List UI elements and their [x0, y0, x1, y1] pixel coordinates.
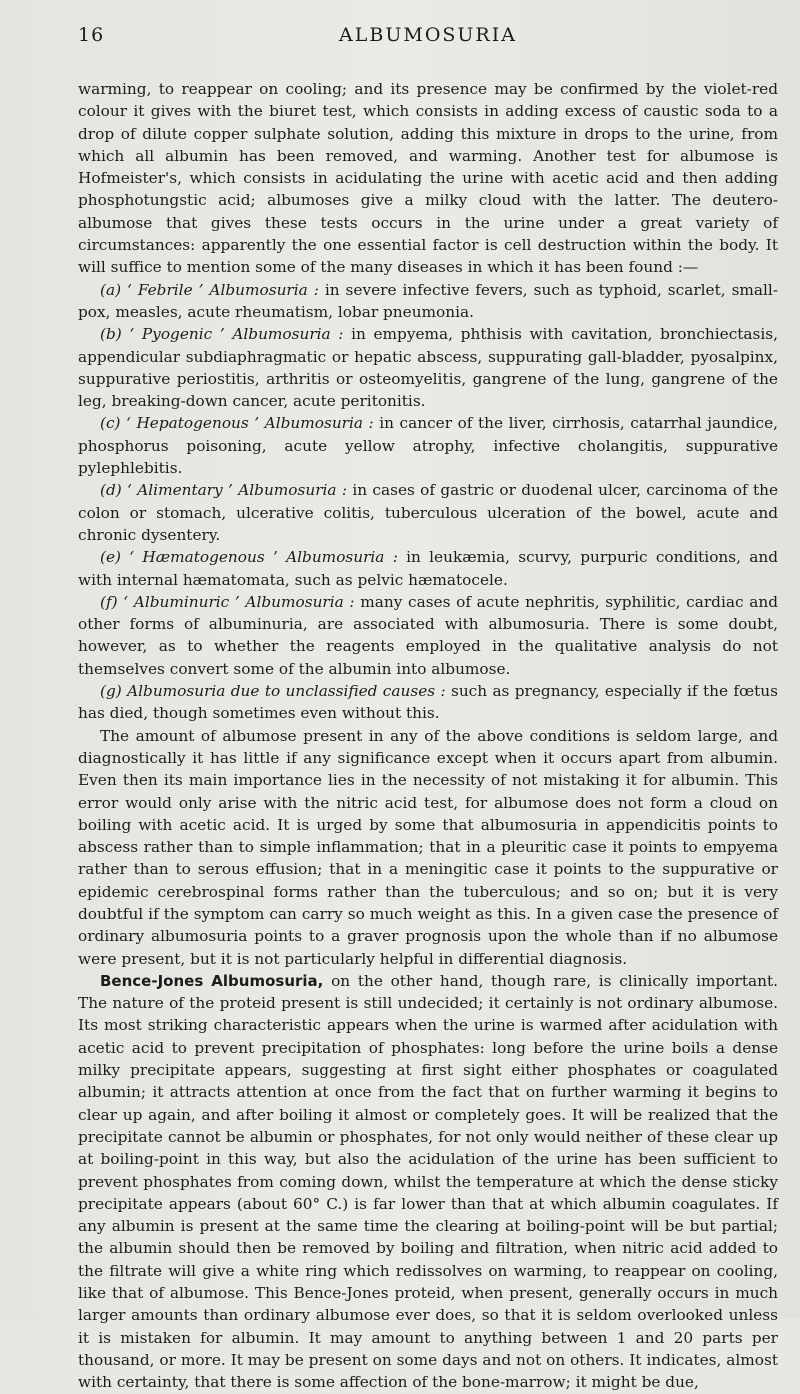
- paragraph-text: on the other hand, though rare, is clinically important. The nature of the proteid present is still undecided; it certainly is not ordinary albumose. Its most striking characteristic appears when the urine is warmed after acidulation with acetic acid to prevent precipitation of phosphates: long before the urine boils a dense milky precipitate appears, suggesting at first sight either phosphates or coagulated albumin; it attracts attention at once from the fact that on further warming it begins to clear up again, and after boiling it almost or completely goes. It will be realized that the precipitate cannot be albumin or phosphates, for not only would neither of these clear up at boiling-point in this way, but also the acidulation of the urine has been sufficient to prevent phosphates from coming down, whilst the temperature at which the dense sticky precipitate appears (about 60° C.) is far lower than that at which albumin coagulates. If any albumin is present at the same time the clearing at boiling-point will be but partial; the albumin should then be removed by boiling and filtration, when nitric acid added to the filtrate will give a white ring which redissolves on warming, to reappear on cooling, like that of albumose. This Bence-Jones proteid, when present, generally occurs in much larger amounts than ordinary albumose ever does, so that it is seldom overlooked unless it is mistaken for albumin. It may amount to anything between 1 and 20 parts per thousand, or more. It may be present on some days and not on others. It indicates, almost with certainty, that there is some affection of the bone-marrow; it might be due,: [78, 971, 778, 1392]
- paragraph-text: warming, to reappear on cooling; and its presence may be confirmed by the violet-red colour it gives with the biuret test, which consists in adding excess of caustic soda to a drop of dilute copper sulphate solution, adding this mixture in drops to the urine, from which all albumin has been removed, and warming. Another test for albumose is Hofmeister's, which consists in acidulating the urine with acetic acid and then adding phosphotungstic acid; albumoses give a milky cloud with the latter. The deutero-albumose that gives these tests occurs in the urine under a great variety of circumstances: apparently the one essential factor is cell destruction within the body. It will suffice to mention some of the many diseases in which it has been found :—: [78, 80, 778, 277]
- list-item-albuminuric: [78, 591, 778, 680]
- paragraph-amount: [78, 725, 778, 970]
- list-item-haematogenous: [78, 546, 778, 591]
- body-text: [78, 78, 778, 1394]
- item-text: in severe infective fevers, such as typhoid, scarlet, small-pox, measles, acute rheumatism, lobar pneumonia.: [78, 280, 778, 321]
- item-text: in empyema, phthisis with cavitation, bronchiectasis, appendicular subdiaphragmatic or hepatic abscess, suppurating gall-bladder, pyosalpinx, suppurative periostitis, arthritis or osteomyelitis, gangrene of the lung, gangrene of the leg, breaking-down cancer, acute peritonitis.: [78, 325, 778, 411]
- item-text: in cancer of the liver, cirrhosis, catarrhal jaundice, phosphorus poisoning, acute yellow atrophy, infective cholangitis, suppurative pylephlebitis.: [78, 414, 778, 478]
- item-text: in leukæmia, scurvy, purpuric conditions, and with internal hæmatomata, such as pelvic hæmatocele.: [78, 548, 779, 589]
- item-label: (b) ‘ Pyogenic ’ Albumosuria :: [100, 325, 344, 344]
- page-number: 16: [78, 24, 105, 46]
- list-item-pyogenic: [78, 323, 778, 412]
- paragraph-continuation: [78, 78, 778, 279]
- paragraph-bence-jones: [78, 970, 778, 1394]
- item-text: such as pregnancy, especially if the fœtus has died, though sometimes even without this.: [78, 682, 778, 723]
- item-text: in cases of gastric or duodenal ulcer, carcinoma of the colon or stomach, ulcerative colitis, tuberculous ulceration of the bowel, acute and chronic dysentery.: [78, 481, 778, 544]
- item-label: (d) ‘ Alimentary ’ Albumosuria :: [100, 481, 348, 500]
- item-label: (a) ‘ Febrile ’ Albumosuria :: [100, 280, 319, 299]
- paragraph-text: The amount of albumose present in any of the above conditions is seldom large, and diagnostically it has little if any significance except when it occurs apart from albumin. Even then its main importance lies in the necessity of not mistaking it for albumin. This error would only arise with the nitric acid test, for albumose does not form a cloud on boiling with acetic acid. It is urged by some that albumosuria in appendicitis points to abscess rather than to simple inflammation; that in a pleuritic case it points to empyema rather than to serous effusion; that in a meningitic case it points to the suppurative or epidemic cerebrospinal forms rather than the tuberculous; and so on; but it is very doubtful if the symptom can carry so much weight as this. In a given case the presence of ordinary albumosuria points to a graver prognosis upon the whole than if no albumose were present, but it is not particularly helpful in differential diagnosis.: [78, 726, 778, 968]
- running-title: ALBUMOSURIA: [339, 24, 517, 46]
- section-heading: Bence-Jones Albumosuria,: [100, 971, 324, 990]
- list-item-hepatogenous: [78, 412, 778, 479]
- item-label: (e) ‘ Hæmatogenous ’ Albumosuria :: [100, 548, 398, 567]
- list-item-unclassified: [78, 680, 778, 725]
- running-head: [78, 24, 778, 78]
- item-label: (f) ‘ Albuminuric ’ Albumosuria :: [100, 592, 355, 611]
- item-label: (g) Albumosuria due to unclassified causes :: [100, 682, 446, 701]
- list-item-alimentary: [78, 479, 778, 546]
- item-label: (c) ‘ Hepatogenous ’ Albumosuria :: [100, 414, 374, 433]
- item-text: many cases of acute nephritis, syphilitic, cardiac and other forms of albuminuria, are associated with albumosuria. There is some doubt, however, as to whether the reagents employed in the qualitative analysis do not themselves convert some of the albumin into albumose.: [78, 592, 778, 678]
- list-item-febrile: [78, 279, 778, 324]
